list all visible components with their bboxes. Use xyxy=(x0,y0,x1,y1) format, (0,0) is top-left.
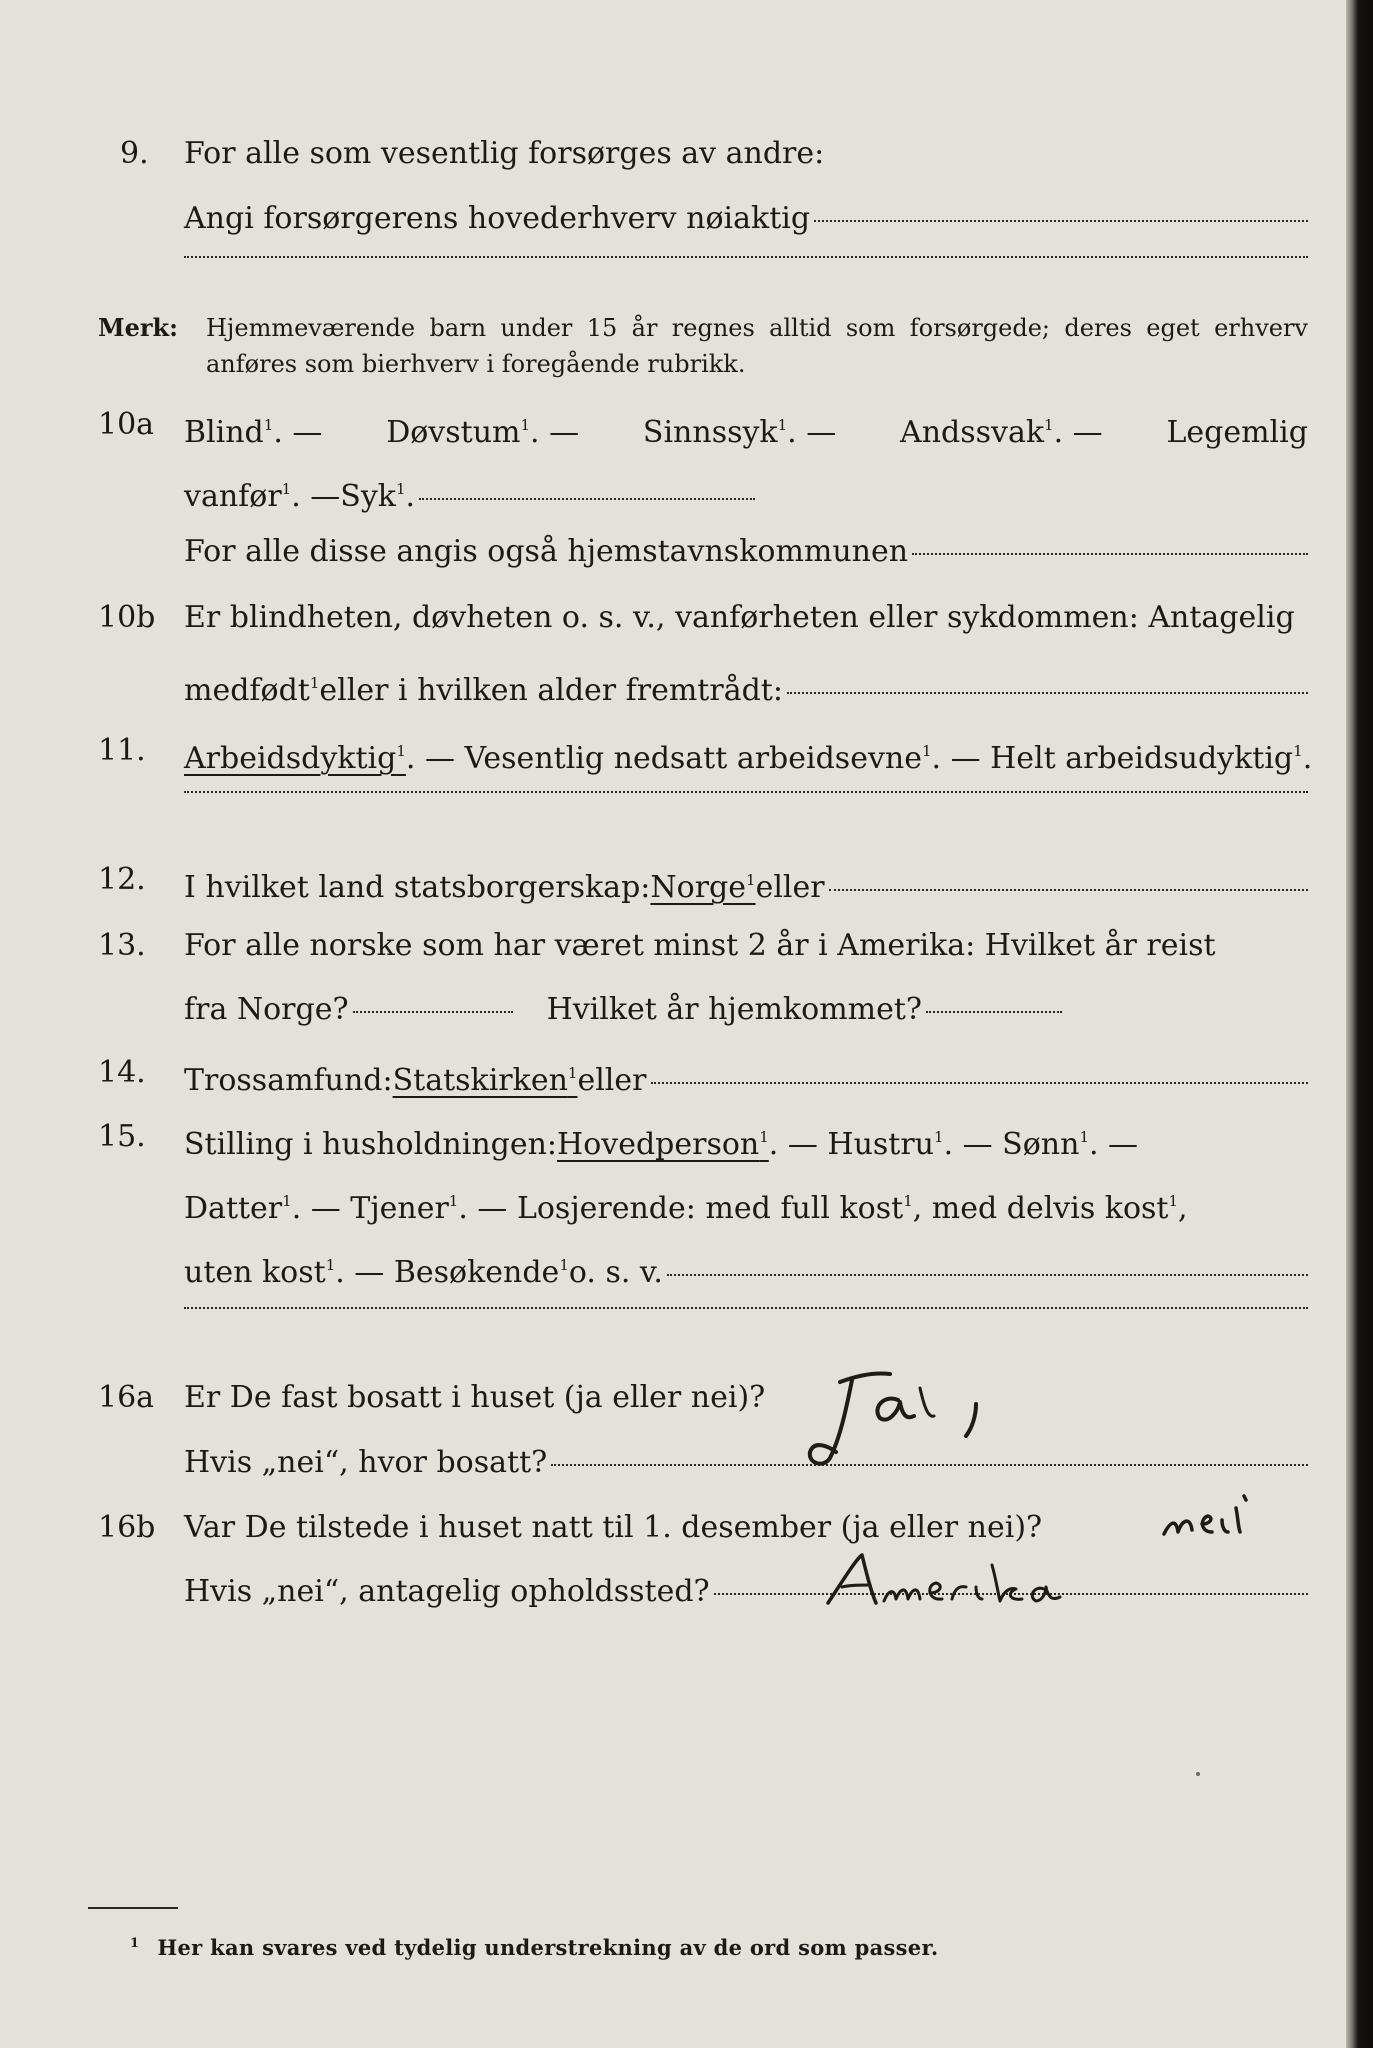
page-edge-shadow xyxy=(1346,0,1373,2048)
opt-hovedperson[interactable]: Hovedperson$^1$ xyxy=(557,1127,769,1162)
q10b-age-label: eller i hvilken alder fremtrådt: xyxy=(319,673,783,708)
opt-tjener[interactable]: . — Tjener$^1$ xyxy=(291,1191,459,1226)
q16b-number: 16b xyxy=(98,1510,156,1545)
merk-label: Merk: xyxy=(98,313,178,342)
q14-eller: eller xyxy=(577,1063,647,1098)
q16b-question: Var De tilstede i huset natt til 1. desember (ja eller nei)? xyxy=(184,1510,1043,1545)
q16b-handwritten-answer-2 xyxy=(820,1545,1180,1615)
q16b-location-label: Hvis „nei“, antagelig opholdssted? xyxy=(184,1574,710,1609)
q10a-hometown-label: For alle disse angis også hjemstavnskommunen xyxy=(184,534,909,569)
q16a-question: Er De fast bosatt i huset (ja eller nei)? xyxy=(184,1380,766,1415)
q15-osv: o. s. v. xyxy=(568,1255,663,1290)
q14-number: 14. xyxy=(98,1055,146,1090)
footnote-rule xyxy=(88,1907,178,1909)
opt-syk[interactable]: Syk$^1$. xyxy=(340,479,416,514)
opt-dovstum[interactable]: Døvstum$^1$. — xyxy=(386,415,580,450)
q13-returned-field[interactable] xyxy=(926,1011,1062,1013)
q16a-where-label: Hvis „nei“, hvor bosatt? xyxy=(184,1445,548,1480)
opt-hustru[interactable]: . — Hustru$^1$ xyxy=(768,1127,944,1162)
opt-blind[interactable]: Blind$^1$. — xyxy=(184,415,323,450)
q14-answer-field[interactable] xyxy=(651,1082,1309,1084)
opt-full-kost[interactable]: . — Losjerende: med full kost$^1$ xyxy=(458,1191,913,1226)
opt-sinnssyk[interactable]: Sinnssyk$^1$. — xyxy=(642,415,837,450)
opt-besokende[interactable]: . — Besøkende$^1$ xyxy=(335,1255,569,1290)
opt-nedsatt[interactable]: . — Vesentlig nedsatt arbeidsevne$^1$ xyxy=(405,741,932,776)
q15-answer-field[interactable] xyxy=(667,1274,1308,1276)
q12-answer-field[interactable] xyxy=(829,889,1308,891)
q9-answer-field[interactable] xyxy=(814,220,1308,222)
q13-question: For alle norske som har været minst 2 år i Amerika: Hvilket år reist xyxy=(184,928,1216,963)
q13-returned-label: Hvilket år hjemkommet? xyxy=(546,992,923,1027)
q12-label: I hvilket land statsborgerskap: xyxy=(184,870,651,905)
q15-answer-field-2[interactable] xyxy=(184,1307,1308,1309)
q10a-number: 10a xyxy=(98,407,155,442)
merk-line-2: anføres som bierhverv i foregående rubrikk. xyxy=(206,350,746,378)
opt-datter[interactable]: Datter$^1$ xyxy=(184,1191,292,1226)
q15-label: Stilling i husholdningen: xyxy=(184,1127,558,1162)
footnote xyxy=(130,1935,939,1960)
opt-medfodt[interactable]: medfødt$^1$ xyxy=(184,673,320,708)
footnote-marker: 1 xyxy=(130,1936,140,1951)
opt-legemlig[interactable]: Legemlig xyxy=(1166,415,1308,450)
q10a-hometown-field[interactable] xyxy=(912,553,1308,555)
q9-number: 9. xyxy=(120,136,149,171)
paper-speck xyxy=(1196,1772,1200,1776)
q15-number: 15. xyxy=(98,1119,146,1154)
opt-arbeidsdyktig[interactable]: Arbeidsdyktig$^1$ xyxy=(184,741,406,776)
opt-andssvak[interactable]: Andssvak$^1$. — xyxy=(900,415,1103,450)
q12-eller: eller xyxy=(755,870,825,905)
q14-label: Trossamfund: xyxy=(184,1063,393,1098)
footnote-text: Her kan svares ved tydelig understrekning av de ord som passer. xyxy=(157,1935,939,1960)
q13-departed-label: fra Norge? xyxy=(184,992,349,1027)
q16a-number: 16a xyxy=(98,1380,155,1415)
opt-norge[interactable]: Norge$^1$ xyxy=(650,870,756,905)
q13-departed-field[interactable] xyxy=(353,1011,513,1013)
opt-sonn[interactable]: . — Sønn$^1$. — xyxy=(943,1127,1139,1162)
q11-answer-field[interactable] xyxy=(184,791,1308,793)
opt-statskirken[interactable]: Statskirken$^1$ xyxy=(392,1063,578,1098)
q10a-answer-field[interactable] xyxy=(419,498,755,500)
opt-udyktig[interactable]: . — Helt arbeidsudyktig$^1$. xyxy=(931,741,1313,776)
q16a-handwritten-answer xyxy=(800,1360,1000,1470)
q9-question: For alle som vesentlig forsørges av andre: xyxy=(184,136,825,171)
q9-provider-label: Angi forsørgerens hovederhverv nøiaktig xyxy=(184,201,811,236)
q16b-handwritten-answer-1 xyxy=(1160,1490,1260,1550)
opt-uten-kost[interactable]: uten kost$^1$ xyxy=(184,1255,336,1290)
q11-number: 11. xyxy=(98,733,146,768)
opt-delvis-kost[interactable]: , med delvis kost$^1$, xyxy=(912,1191,1188,1226)
q10b-number: 10b xyxy=(98,600,156,635)
q13-number: 13. xyxy=(98,928,146,963)
q10b-question: Er blindheten, døvheten o. s. v., vanførheten eller sykdommen: Antagelig xyxy=(184,600,1295,635)
q9-answer-field-2[interactable] xyxy=(184,256,1308,258)
q12-number: 12. xyxy=(98,862,146,897)
merk-line-1: Hjemmeværende barn under 15 år regnes alltid som forsørgede; deres eget erhverv xyxy=(206,314,1308,342)
q10b-answer-field[interactable] xyxy=(787,692,1308,694)
opt-vanfor[interactable]: vanfør$^1$. — xyxy=(184,479,341,514)
